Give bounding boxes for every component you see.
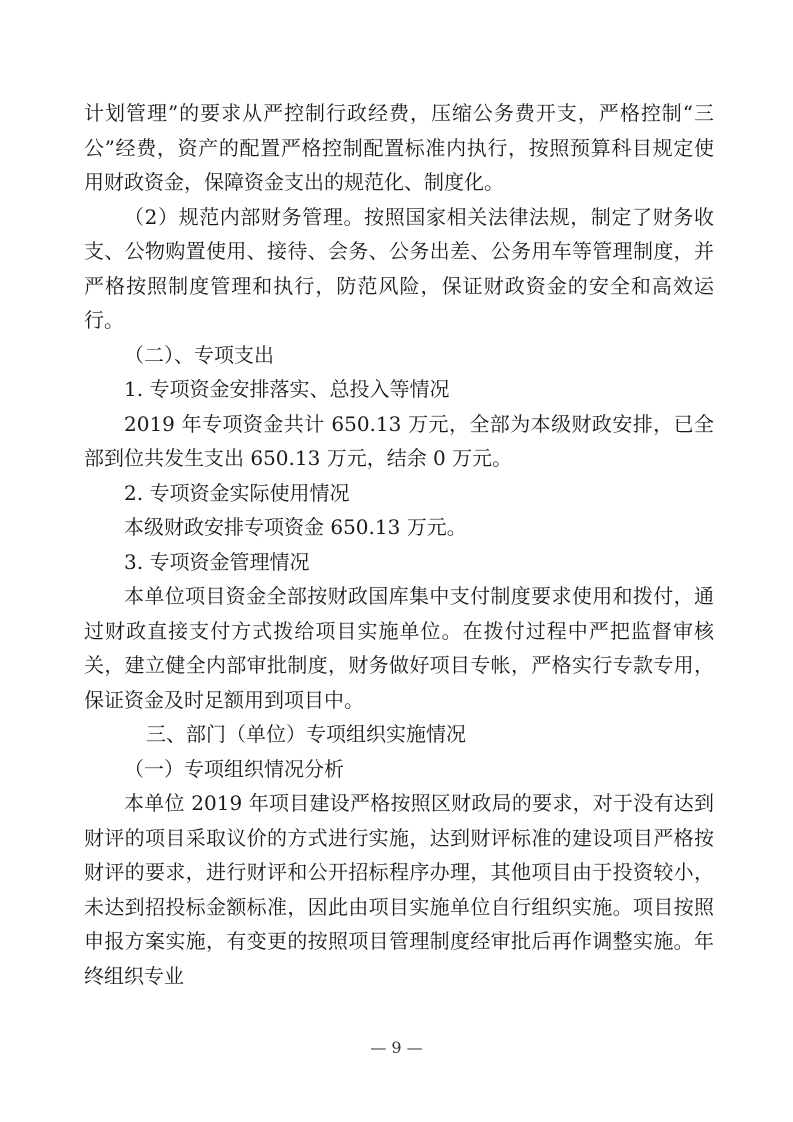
- paragraph-fund-usage: 本级财政安排专项资金 650.13 万元。: [124, 515, 467, 539]
- subheading-organization-analysis: （一）专项组织情况分析: [124, 756, 344, 781]
- paragraph-fund-management: 本单位项目资金全部按财政国库集中支付制度要求使用和拨付，通过财政直接支付方式拨给项目实施单位。在拨付过程中严把监督审核关，建立健全内部审批制度，财务做好项目专帐，严格实行专款专用，保证资金及时足额用到项目中。: [84, 584, 714, 712]
- subheading-fund-usage: 2. 专项资金实际使用情况: [124, 480, 350, 505]
- heading-special-expenditure: （二）、专项支出: [124, 342, 274, 367]
- subheading-fund-arrangement: 1. 专项资金安排落实、总投入等情况: [124, 377, 450, 401]
- body-text: [84, 96, 714, 993]
- paragraph-fund-total: 2019 年专项资金共计 650.13 万元，全部为本级财政安排，已全部到位共发生支出 650.13 万元，结余 0 万元。: [84, 411, 714, 470]
- page-number: — 9 —: [370, 1038, 423, 1057]
- paragraph-financial-management: （2）规范内部财务管理。按照国家相关法律法规，制定了财务收支、公物购置使用、接待、会务、公务出差、公务用车等管理制度，并严格按照制度管理和执行，防范风险，保证财政资金的安全和高效运行。: [84, 204, 714, 332]
- heading-organization-implementation: 三、部门（单位）专项组织实施情况: [146, 722, 466, 746]
- paragraph-continuation: 计划管理”的要求从严控制行政经费，压缩公务费开支，严格控制“三公”经费，资产的配置严格控制配置标准内执行，按照预算科目规定使用财政资金，保障资金支出的规范化、制度化。: [84, 101, 714, 194]
- paragraph-organization-analysis: 本单位 2019 年项目建设严格按照区财政局的要求，对于没有达到财评的项目采取议价的方式进行实施，达到财评标准的建设项目严格按财评的要求，进行财评和公开招标程序办理，其他项目由于投资较小，未达到招投标金额标准，因此由项目实施单位自行组织实施。项目按照申报方案实施，有变更的按照项目管理制度经审批后再作调整实施。年终组织专业: [84, 791, 714, 988]
- subheading-fund-management: 3. 专项资金管理情况: [124, 549, 310, 574]
